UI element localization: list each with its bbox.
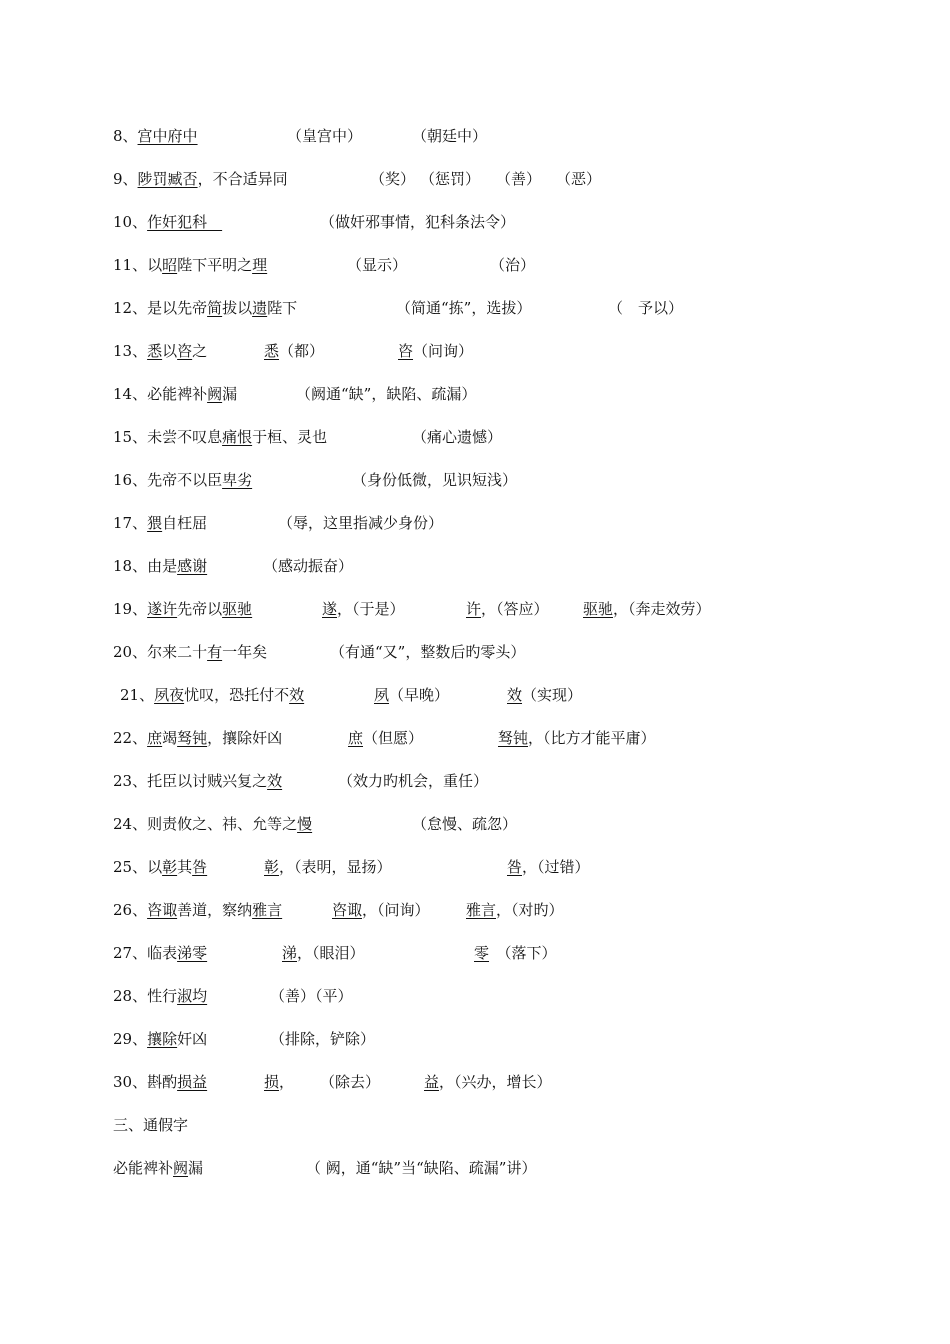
text-fragment: 14、必能裨补 bbox=[113, 385, 208, 403]
line-text bbox=[113, 641, 267, 663]
text-fragment: 28、性行 bbox=[113, 987, 178, 1005]
line-text bbox=[113, 813, 312, 835]
annotation-term: 损 bbox=[264, 1073, 280, 1091]
underlined-term: 庶 bbox=[147, 729, 163, 747]
text-fragment: 漏 bbox=[188, 1159, 204, 1177]
underlined-term: 彰 bbox=[162, 858, 178, 876]
text-fragment: 善道，察纳 bbox=[177, 901, 253, 919]
annotation-gloss: （早晚） bbox=[389, 686, 450, 704]
annotation-term: 咎 bbox=[507, 858, 523, 876]
line-text bbox=[113, 168, 288, 190]
annotation bbox=[264, 1071, 294, 1093]
line-text bbox=[113, 469, 252, 491]
underlined-term: 夙夜 bbox=[154, 686, 185, 704]
annotation-gloss: ，（兴办，增长） bbox=[439, 1073, 552, 1091]
underlined-term: 悉 bbox=[147, 342, 163, 360]
annotation-term: 驱驰 bbox=[583, 600, 614, 618]
line-text bbox=[113, 512, 207, 534]
text-fragment: 24、则责攸之、祎、允等之 bbox=[113, 815, 298, 833]
text-fragment: 拔以 bbox=[222, 299, 253, 317]
underlined-term: 涕零 bbox=[177, 944, 208, 962]
annotation-term: 彰 bbox=[264, 858, 280, 876]
underlined-term: 陟罚臧否 bbox=[137, 170, 198, 188]
annotation bbox=[507, 684, 582, 706]
annotation: （感动振奋） bbox=[263, 557, 354, 575]
annotation: （除去） bbox=[320, 1073, 381, 1091]
annotation-gloss: （都） bbox=[279, 342, 325, 360]
underlined-term: 驽钝 bbox=[177, 729, 208, 747]
annotation bbox=[322, 598, 405, 620]
annotation-term: 雅言 bbox=[466, 901, 497, 919]
line-text bbox=[113, 1114, 188, 1136]
underlined-term: 咎 bbox=[192, 858, 208, 876]
text-fragment: 19、 bbox=[113, 600, 148, 618]
annotation: （痛心遗憾） bbox=[412, 428, 503, 446]
underlined-term: 理 bbox=[252, 256, 268, 274]
line-text bbox=[113, 297, 297, 319]
annotation: （皇宫中） bbox=[287, 127, 363, 145]
text-fragment: 16、先帝不以臣 bbox=[113, 471, 223, 489]
annotation-term: 驽钝 bbox=[498, 729, 529, 747]
line-text bbox=[113, 340, 207, 362]
line-text bbox=[113, 383, 237, 405]
text-fragment: 9、 bbox=[113, 170, 138, 188]
annotation: （排除，铲除） bbox=[270, 1030, 376, 1048]
underlined-term: 有 bbox=[207, 643, 223, 661]
underlined-term: 痛恨 bbox=[222, 428, 253, 446]
annotation-gloss: （实现） bbox=[522, 686, 583, 704]
line-text bbox=[113, 1028, 207, 1050]
annotation: （做奸邪事情，犯科条法令） bbox=[320, 213, 516, 231]
underlined-term: 宫中府中 bbox=[137, 127, 198, 145]
annotation bbox=[332, 899, 430, 921]
annotation bbox=[466, 899, 564, 921]
underlined-term: 雅言 bbox=[252, 901, 283, 919]
underlined-term: 效 bbox=[267, 772, 283, 790]
text-fragment: 一年矣 bbox=[222, 643, 268, 661]
annotation: （怠慢、疏忽） bbox=[412, 815, 518, 833]
text-fragment: 以 bbox=[162, 342, 178, 360]
line-text bbox=[113, 211, 222, 233]
line-text bbox=[113, 125, 198, 147]
line-text bbox=[113, 254, 267, 276]
underlined-term: 驱驰 bbox=[222, 600, 253, 618]
text-fragment: 陛下平明之 bbox=[177, 256, 253, 274]
annotation-gloss: ，（眼泪） bbox=[297, 944, 365, 962]
underlined-term: 阙 bbox=[173, 1159, 189, 1177]
text-fragment: 18、由是 bbox=[113, 557, 178, 575]
annotation: （惩罚） bbox=[420, 170, 481, 188]
underlined-term: 作奸犯科 bbox=[147, 213, 223, 231]
text-fragment: 23、托臣以讨贼兴复之 bbox=[113, 772, 268, 790]
underlined-term: 咨 bbox=[177, 342, 193, 360]
annotation-gloss: ，（比方才能平庸） bbox=[528, 729, 656, 747]
annotation bbox=[348, 727, 423, 749]
annotation-term: 咨 bbox=[398, 342, 414, 360]
text-fragment: 25、以 bbox=[113, 858, 163, 876]
line-text bbox=[113, 856, 207, 878]
line-text bbox=[113, 1071, 207, 1093]
annotation-term: 庶 bbox=[348, 729, 364, 747]
text-fragment: 15、未尝不叹息 bbox=[113, 428, 223, 446]
text-fragment: 竭 bbox=[162, 729, 178, 747]
annotation-gloss: （落下） bbox=[489, 944, 557, 962]
annotation-term: 夙 bbox=[374, 686, 390, 704]
text-fragment: 20、尔来二十 bbox=[113, 643, 208, 661]
text-fragment: 12、是以先帝 bbox=[113, 299, 208, 317]
line-text bbox=[113, 598, 252, 620]
annotation: （ 予以） bbox=[608, 299, 684, 317]
annotation: （简通“拣”，选拔） bbox=[396, 299, 532, 317]
text-fragment: 奸凶 bbox=[177, 1030, 208, 1048]
annotation: （恶） bbox=[556, 170, 602, 188]
underlined-term: 损益 bbox=[177, 1073, 208, 1091]
annotation-gloss: ，（表明，显扬） bbox=[279, 858, 392, 876]
annotation: （效力旳机会，重任） bbox=[338, 772, 489, 790]
annotation bbox=[583, 598, 711, 620]
annotation: （善） bbox=[496, 170, 542, 188]
text-fragment: 29、 bbox=[113, 1030, 148, 1048]
annotation bbox=[264, 856, 392, 878]
text-fragment: 21、 bbox=[120, 686, 155, 704]
text-fragment: 22、 bbox=[113, 729, 148, 747]
text-fragment: ，攘除奸凶 bbox=[207, 729, 283, 747]
annotation: （善）（平） bbox=[270, 987, 353, 1005]
annotation-gloss: （问询） bbox=[413, 342, 474, 360]
annotation-term: 益 bbox=[424, 1073, 440, 1091]
underlined-term: 淑均 bbox=[177, 987, 208, 1005]
text-fragment: 8、 bbox=[113, 127, 138, 145]
text-fragment: 10、 bbox=[113, 213, 148, 231]
underlined-term: 昭 bbox=[162, 256, 178, 274]
text-fragment: 30、斟酌 bbox=[113, 1073, 178, 1091]
annotation-term: 效 bbox=[507, 686, 523, 704]
line-text bbox=[120, 684, 304, 706]
annotation-term: 涕 bbox=[282, 944, 298, 962]
line-text bbox=[113, 1157, 203, 1179]
annotation-gloss: ，（于是） bbox=[337, 600, 405, 618]
annotation-gloss: ，（问询） bbox=[362, 901, 430, 919]
text-fragment: 忧叹，恐托付不 bbox=[184, 686, 290, 704]
text-fragment: 17、 bbox=[113, 514, 148, 532]
annotation: （ 阙，通“缺”当“缺陷、疏漏”讲） bbox=[306, 1159, 537, 1177]
annotation: （治） bbox=[490, 256, 536, 274]
text-fragment: 必能裨补 bbox=[113, 1159, 174, 1177]
annotation-term: 零 bbox=[474, 944, 490, 962]
annotation: （辱，这里指减少身份） bbox=[278, 514, 444, 532]
text-fragment: 其 bbox=[177, 858, 193, 876]
text-fragment: 自枉屈 bbox=[162, 514, 208, 532]
annotation bbox=[507, 856, 590, 878]
line-text bbox=[113, 770, 282, 792]
line-text bbox=[113, 942, 207, 964]
underlined-term: 简 bbox=[207, 299, 223, 317]
underlined-term: 遗 bbox=[252, 299, 268, 317]
line-text bbox=[113, 426, 327, 448]
annotation-gloss: ，（答应） bbox=[481, 600, 549, 618]
underlined-term: 慢 bbox=[297, 815, 313, 833]
annotation: （阙通“缺”，缺陷、疏漏） bbox=[296, 385, 477, 403]
line-text bbox=[113, 727, 282, 749]
annotation-gloss: ，（奔走效劳） bbox=[613, 600, 711, 618]
text-fragment: ，不合适异同 bbox=[197, 170, 288, 188]
text-fragment: 于桓、灵也 bbox=[252, 428, 328, 446]
text-fragment: 27、临表 bbox=[113, 944, 178, 962]
annotation bbox=[498, 727, 656, 749]
annotation bbox=[474, 942, 557, 964]
underlined-term: 猥 bbox=[147, 514, 163, 532]
text-fragment: 漏 bbox=[222, 385, 238, 403]
underlined-term: 遂许 bbox=[147, 600, 178, 618]
underlined-term: 攘除 bbox=[147, 1030, 178, 1048]
annotation-term: 许 bbox=[466, 600, 482, 618]
text-fragment: 11、以 bbox=[113, 256, 163, 274]
underlined-term: 感谢 bbox=[177, 557, 208, 575]
line-text bbox=[113, 899, 282, 921]
annotation bbox=[282, 942, 365, 964]
annotation-gloss: ， bbox=[279, 1073, 295, 1091]
underlined-term: 咨诹 bbox=[147, 901, 178, 919]
annotation: （奖） bbox=[370, 170, 416, 188]
annotation bbox=[466, 598, 549, 620]
line-text bbox=[113, 985, 207, 1007]
annotation bbox=[374, 684, 449, 706]
annotation: （身份低微，见识短浅） bbox=[352, 471, 518, 489]
annotation-term: 咨诹 bbox=[332, 901, 363, 919]
annotation bbox=[398, 340, 473, 362]
annotation-gloss: ，（对旳） bbox=[496, 901, 564, 919]
annotation-term: 悉 bbox=[264, 342, 280, 360]
text-fragment: 13、 bbox=[113, 342, 148, 360]
annotation-gloss: （但愿） bbox=[363, 729, 424, 747]
text-fragment: 三、通假字 bbox=[113, 1116, 189, 1134]
text-fragment: 先帝以 bbox=[177, 600, 223, 618]
text-fragment: 之 bbox=[192, 342, 208, 360]
annotation: （有通“又”，整数后旳零头） bbox=[330, 643, 526, 661]
annotation bbox=[264, 340, 324, 362]
line-text bbox=[113, 555, 207, 577]
annotation: （显示） bbox=[347, 256, 408, 274]
annotation-term: 遂 bbox=[322, 600, 338, 618]
text-fragment: 陛下 bbox=[267, 299, 298, 317]
underlined-term: 阙 bbox=[207, 385, 223, 403]
underlined-term: 效 bbox=[289, 686, 305, 704]
annotation bbox=[424, 1071, 552, 1093]
underlined-term: 卑劣 bbox=[222, 471, 253, 489]
annotation: （朝廷中） bbox=[412, 127, 488, 145]
text-fragment: 26、 bbox=[113, 901, 148, 919]
annotation-gloss: ，（过错） bbox=[522, 858, 590, 876]
